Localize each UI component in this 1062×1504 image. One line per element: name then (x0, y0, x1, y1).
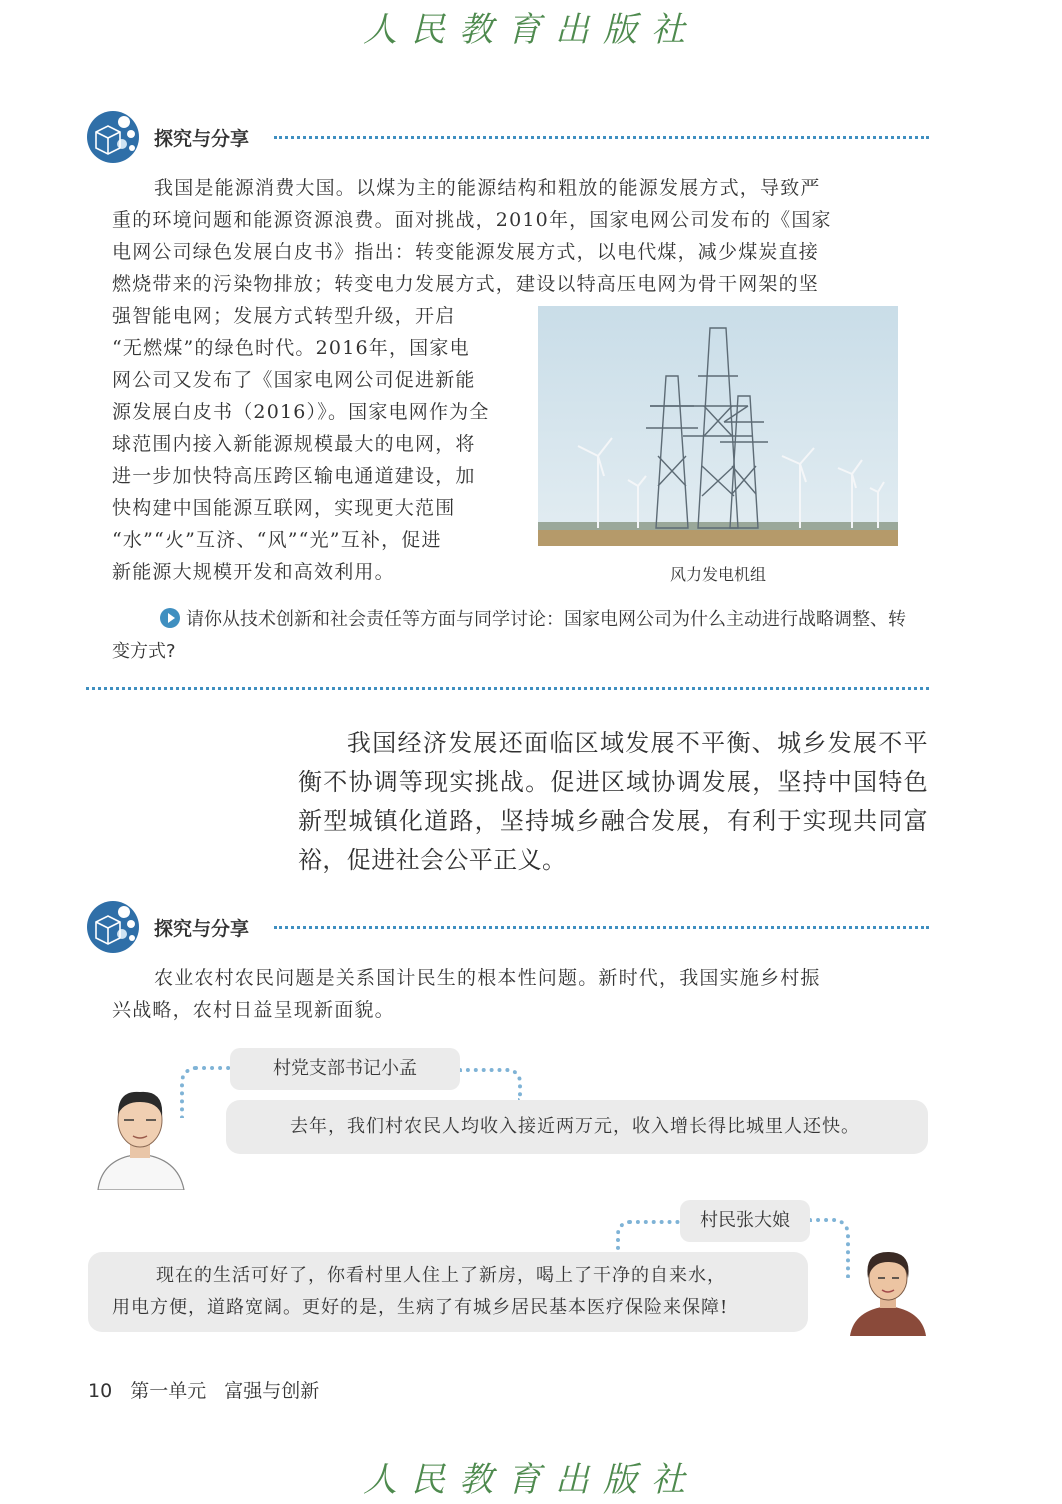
explore-share-icon (86, 900, 140, 954)
section1-side-paragraph (112, 300, 520, 588)
para-line: 我国是能源消费大国。以煤为主的能源结构和粗放的能源发展方式，导致严 (154, 177, 821, 199)
section-divider (86, 687, 929, 690)
para-line: “无燃煤”的绿色时代。2016年，国家电 (112, 337, 470, 359)
wind-power-photo (538, 306, 898, 546)
main-text (298, 724, 928, 880)
speech-text: 用电方便，道路宽阔。更好的是，生病了有城乡居民基本医疗保险来保障! (112, 1297, 729, 1318)
para-line: 快构建中国能源互联网，实现更大范围 (112, 497, 456, 519)
play-bullet-icon (160, 608, 180, 628)
para-line: 球范围内接入新能源规模最大的电网，将 (112, 433, 476, 455)
publisher-watermark-top: 人民教育出版社 (363, 10, 699, 50)
page-footer (88, 1376, 319, 1403)
dotted-rule (274, 136, 929, 139)
section-title: 探究与分享 (154, 128, 250, 150)
section1-paragraph (112, 172, 905, 300)
village-secretary-avatar (88, 1080, 192, 1190)
publisher-watermark-bottom: 人民教育出版社 (363, 1460, 699, 1500)
speech-bubble-secretary (226, 1100, 928, 1154)
section-header-1 (86, 110, 929, 162)
para-line: 新能源大规模开发和高效利用。 (112, 561, 395, 583)
connector-dots (810, 1218, 850, 1278)
para-line: 进一步加快特高压跨区输电通道建设，加 (112, 465, 476, 487)
para-line: “水”“火”互济、“风”“光”互补，促进 (112, 529, 442, 551)
speech-text: 现在的生活可好了，你看村里人住上了新房，喝上了干净的自来水， (156, 1265, 726, 1286)
unit-label: 第一单元 (130, 1380, 207, 1402)
para-line: 网公司又发布了《国家电网公司促进新能 (112, 369, 476, 391)
speaker-name-tag: 村党支部书记小孟 (230, 1048, 460, 1090)
para-line: 燃烧带来的污染物排放；转变电力发展方式，建设以特高压电网为骨干网架的坚 (112, 273, 820, 295)
photo-caption: 风力发电机组 (669, 565, 766, 584)
para-line: 兴战略，农村日益呈现新面貌。 (112, 999, 395, 1021)
dotted-rule (274, 926, 929, 929)
discussion-question (112, 604, 908, 668)
para-line: 电网公司绿色发展白皮书》指出：转变能源发展方式，以电代煤，减少煤炭直接 (112, 241, 820, 263)
connector-dots (180, 1066, 232, 1118)
para-line: 重的环境问题和能源资源浪费。面对挑战，2010年，国家电网公司发布的《国家 (112, 209, 832, 231)
section-title: 探究与分享 (154, 918, 250, 940)
section-header-2 (86, 900, 929, 952)
para-line: 农业农村农民问题是关系国计民生的根本性问题。新时代，我国实施乡村振 (154, 967, 821, 989)
unit-title: 富强与创新 (224, 1380, 320, 1402)
page-number: 10 (88, 1380, 113, 1402)
speaker-name-tag: 村民张大娘 (680, 1200, 810, 1242)
section2-paragraph (112, 962, 905, 1026)
para-line: 强智能电网；发展方式转型升级，开启 (112, 305, 456, 327)
para-line: 源发展白皮书（2016）》。国家电网作为全 (112, 401, 490, 423)
connector-dots (460, 1068, 522, 1100)
speech-bubble-villager (88, 1252, 808, 1332)
explore-share-icon (86, 110, 140, 164)
question-text: 请你从技术创新和社会责任等方面与同学讨论：国家电网公司为什么主动进行战略调整、转变方式? (112, 609, 906, 662)
speech-text: 去年，我们村农民人均收入接近两万元，收入增长得比城里人还快。 (290, 1116, 860, 1137)
villager-woman-avatar (846, 1244, 930, 1336)
connector-dots (616, 1220, 684, 1254)
main-text-body: 我国经济发展还面临区域发展不平衡、城乡发展不平衡不协调等现实挑战。促进区域协调发展，坚持中国特色新型城镇化道路，坚持城乡融合发展，有利于实现共同富裕，促进社会公平正义。 (298, 729, 928, 874)
